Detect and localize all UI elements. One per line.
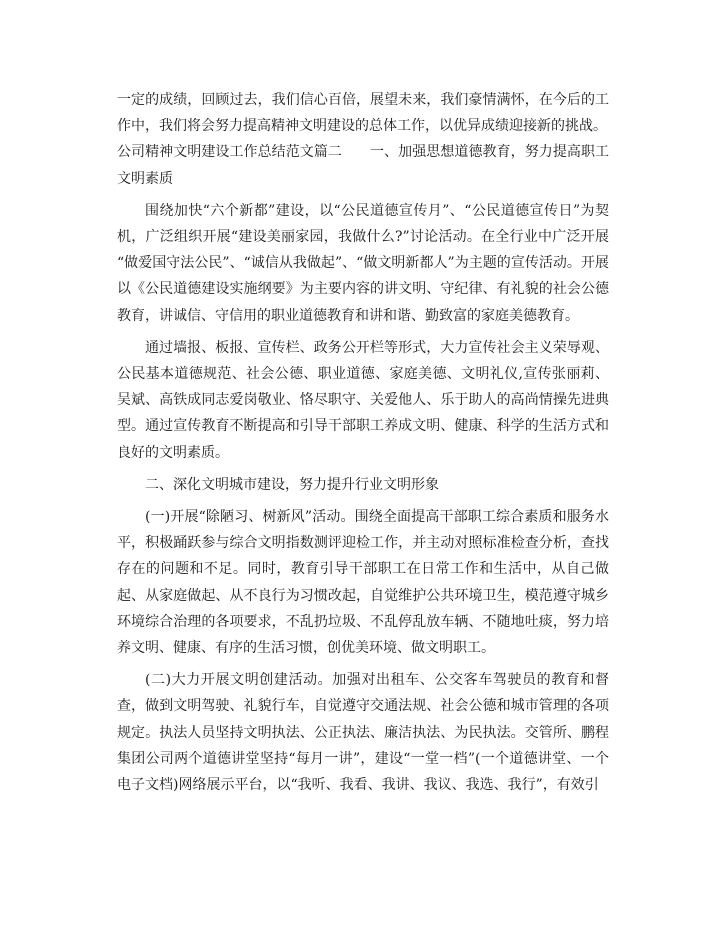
intro-continuation-paragraph: 一定的成绩，回顾过去，我们信心百倍，展望未来，我们豪情满怀，在今后的工作中，我们将会努力提高精神文明建设的总体工作，以优异成绩迎接新的挑战。 xyxy=(117,92,609,135)
section-title-paragraph: 公司精神文明建设工作总结范文篇二 一、加强思想道德教育，努力提高职工文明素质 xyxy=(117,144,609,187)
subsection-two-paragraph: (二)大力开展文明创建活动。加强对出租车、公交客车驾驶员的教育和督查，做到文明驾驶、礼貌行车，自觉遵守交通法规、社会公德和城市管理的各项规定。执法人员坚持文明执法、公正执法、廉洁执法、为民执法。交管所、鹏程集团公司两个道德讲堂坚持“每月一讲”，建设“一堂一档”(一个道德讲堂、一个电子文档)网络展示平台，以“我听、我看、我讲、我议、我选、我行”，有效引 xyxy=(117,672,609,794)
heading-two-paragraph: 二、深化文明城市建设，努力提升行业文明形象 xyxy=(145,476,439,493)
activities-paragraph: 围绕加快“六个新都”建设，以“公民道德宣传月”、“公民道德宣传日”为契机，广泛组织开展“建设美丽家园，我做什么?”讨论活动。在全行业中广泛开展 “做爱国守法公民”、“诚信从我做起”、“做文明新都人”为主题的宣传活动。开展以《公民道德建设实施纲要》为主要内容的讲文明、守纪律、有礼貌的社会公德教育，讲诚信、守信用的职业道德教育和讲和谐、勤致富的家庭美德教育。 xyxy=(117,202,609,324)
document-body xyxy=(117,87,609,798)
propaganda-paragraph: 通过墙报、板报、宣传栏、政务公开栏等形式，大力宣传社会主义荣辱观、公民基本道德规范、社会公德、职业道德、家庭美德、文明礼仪,宣传张丽莉、吴斌、高铁成同志爱岗敬业、恪尽职守、关爱他人、乐于助人的高尚情操先进典型。通过宣传教育不断提高和引导干部职工养成文明、健康、科学的生活方式和良好的文明素质。 xyxy=(117,339,609,461)
subsection-one-paragraph: (一)开展“除陋习、树新风”活动。围绕全面提高干部职工综合素质和服务水平，积极踊跃参与综合文明指数测评迎检工作，并主动对照标准检查分析，查找存在的问题和不足。同时，教育引导干部职工在日常工作和生活中，从自己做起、从家庭做起、从不良行为习惯改起，自觉维护公共环境卫生，模范遵守城乡环境综合治理的各项要求，不乱扔垃圾、不乱停乱放车辆、不随地吐痰，努力培养文明、健康、有序的生活习惯，创优美环境、做文明职工。 xyxy=(117,509,609,657)
